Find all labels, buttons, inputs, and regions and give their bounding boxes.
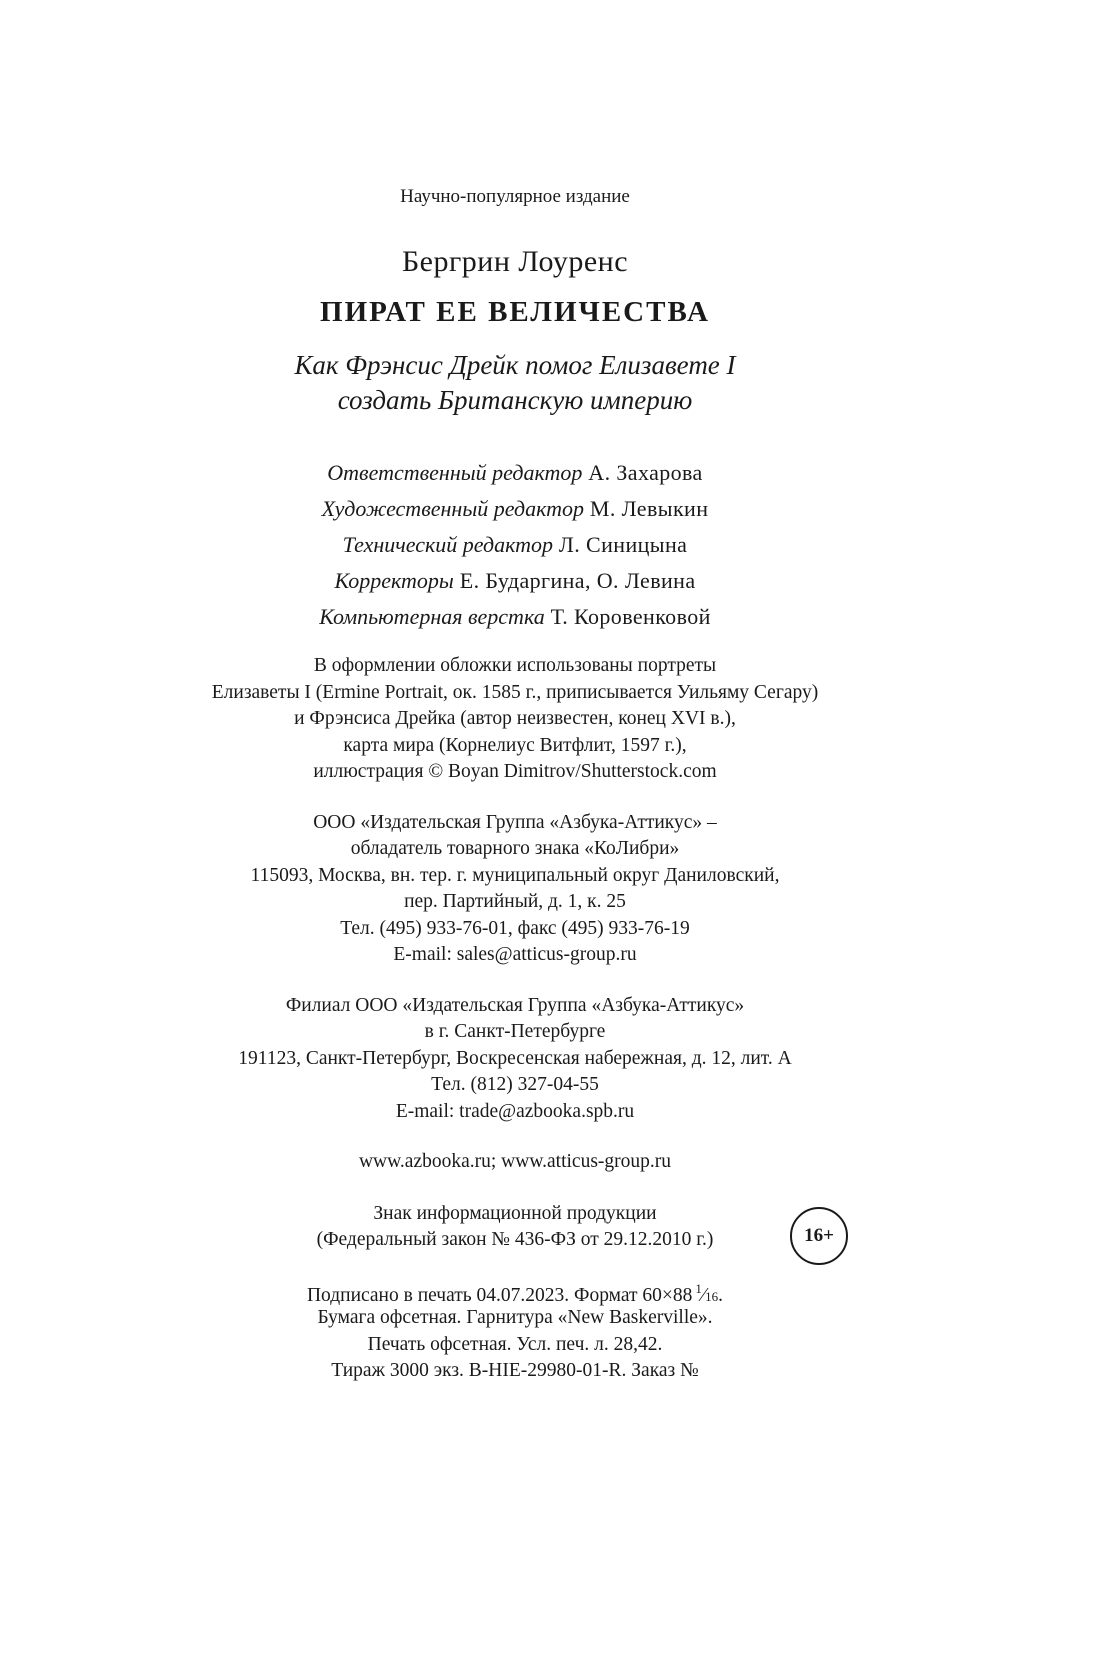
publisher-line: пер. Партийный, д. 1, к. 25 (404, 891, 626, 912)
format-numerator: 1 (695, 1281, 702, 1296)
credit-role: Ответственный редактор (327, 460, 583, 485)
credit-role: Художественный редактор (321, 496, 584, 521)
publication-genre: Научно-популярное издание (400, 186, 630, 207)
credit-line (0, 604, 1030, 630)
cover-note-line: Елизаветы I (Ermine Portrait, ок. 1585 г., приписывается Уильяму Сегару) (211, 682, 819, 703)
book-title: ПИРАТ ЕЕ ВЕЛИЧЕСТВА (320, 296, 710, 328)
credit-name: Л. Синицына (558, 532, 688, 557)
branch-line: 191123, Санкт-Петербург, Воскресенская набережная, д. 12, лит. А (238, 1048, 792, 1069)
book-subtitle-line: создать Британскую империю (337, 385, 693, 415)
print-info-line (0, 1281, 1030, 1307)
cover-note-line: и Фрэнсиса Дрейка (автор неизвестен, конец XVI в.), (294, 708, 736, 729)
print-info-line: Бумага офсетная. Гарнитура «New Baskerville». (317, 1307, 713, 1328)
format-period: . (718, 1285, 724, 1306)
credit-role: Компьютерная верстка (319, 604, 545, 629)
credit-line (0, 532, 1030, 558)
book-author: Бергрин Лоуренс (401, 245, 629, 278)
print-info-text: Подписано в печать 04.07.2023. Формат 60×88 (306, 1285, 693, 1306)
print-info-line: Тираж 3000 экз. B-HIE-29980-01-R. Заказ № (331, 1360, 699, 1381)
credit-line (0, 496, 1030, 522)
credit-name: М. Левыкин (589, 496, 709, 521)
credit-line (0, 568, 1030, 594)
credit-role: Корректоры (334, 568, 454, 593)
info-sign-line: Знак информационной продукции (373, 1203, 657, 1224)
info-sign-line: (Федеральный закон № 436-ФЗ от 29.12.2010 г.) (316, 1229, 714, 1250)
credit-line (0, 460, 1030, 486)
publisher-line: ООО «Издательская Группа «Азбука-Аттикус» – (313, 812, 717, 833)
branch-line: в г. Санкт-Петербурге (424, 1021, 606, 1042)
publisher-line: Тел. (495) 933-76-01, факс (495) 933-76-19 (340, 918, 690, 939)
book-subtitle-line: Как Фрэнсис Дрейк помог Елизавете I (294, 350, 736, 380)
credit-name: Т. Коровенковой (550, 604, 711, 629)
credit-name: Е. Бударгина, О. Левина (459, 568, 696, 593)
publisher-email: E-mail: sales@atticus-group.ru (393, 944, 637, 965)
credit-name: А. Захарова (588, 460, 703, 485)
cover-note-line: иллюстрация © Boyan Dimitrov/Shutterstock.com (313, 761, 717, 782)
websites: www.azbooka.ru; www.atticus-group.ru (358, 1151, 672, 1172)
cover-note-line: карта мира (Корнелиус Витфлит, 1597 г.), (343, 735, 687, 756)
branch-line: Тел. (812) 327-04-55 (431, 1074, 599, 1095)
branch-email: E-mail: trade@azbooka.spb.ru (395, 1101, 635, 1122)
publisher-line: обладатель товарного знака «КоЛибри» (350, 838, 680, 859)
credit-role: Технический редактор (342, 532, 554, 557)
publisher-line: 115093, Москва, вн. тер. г. муниципальный округ Даниловский, (250, 865, 780, 886)
format-separator: ⁄ (701, 1285, 706, 1306)
branch-line: Филиал ООО «Издательская Группа «Азбука-Аттикус» (285, 995, 745, 1016)
print-info-line: Печать офсетная. Усл. печ. л. 28,42. (367, 1334, 663, 1355)
format-denominator: 16 (705, 1289, 719, 1304)
cover-note-line: В оформлении обложки использованы портреты (313, 655, 717, 676)
age-rating-badge: 16+ (790, 1207, 848, 1265)
